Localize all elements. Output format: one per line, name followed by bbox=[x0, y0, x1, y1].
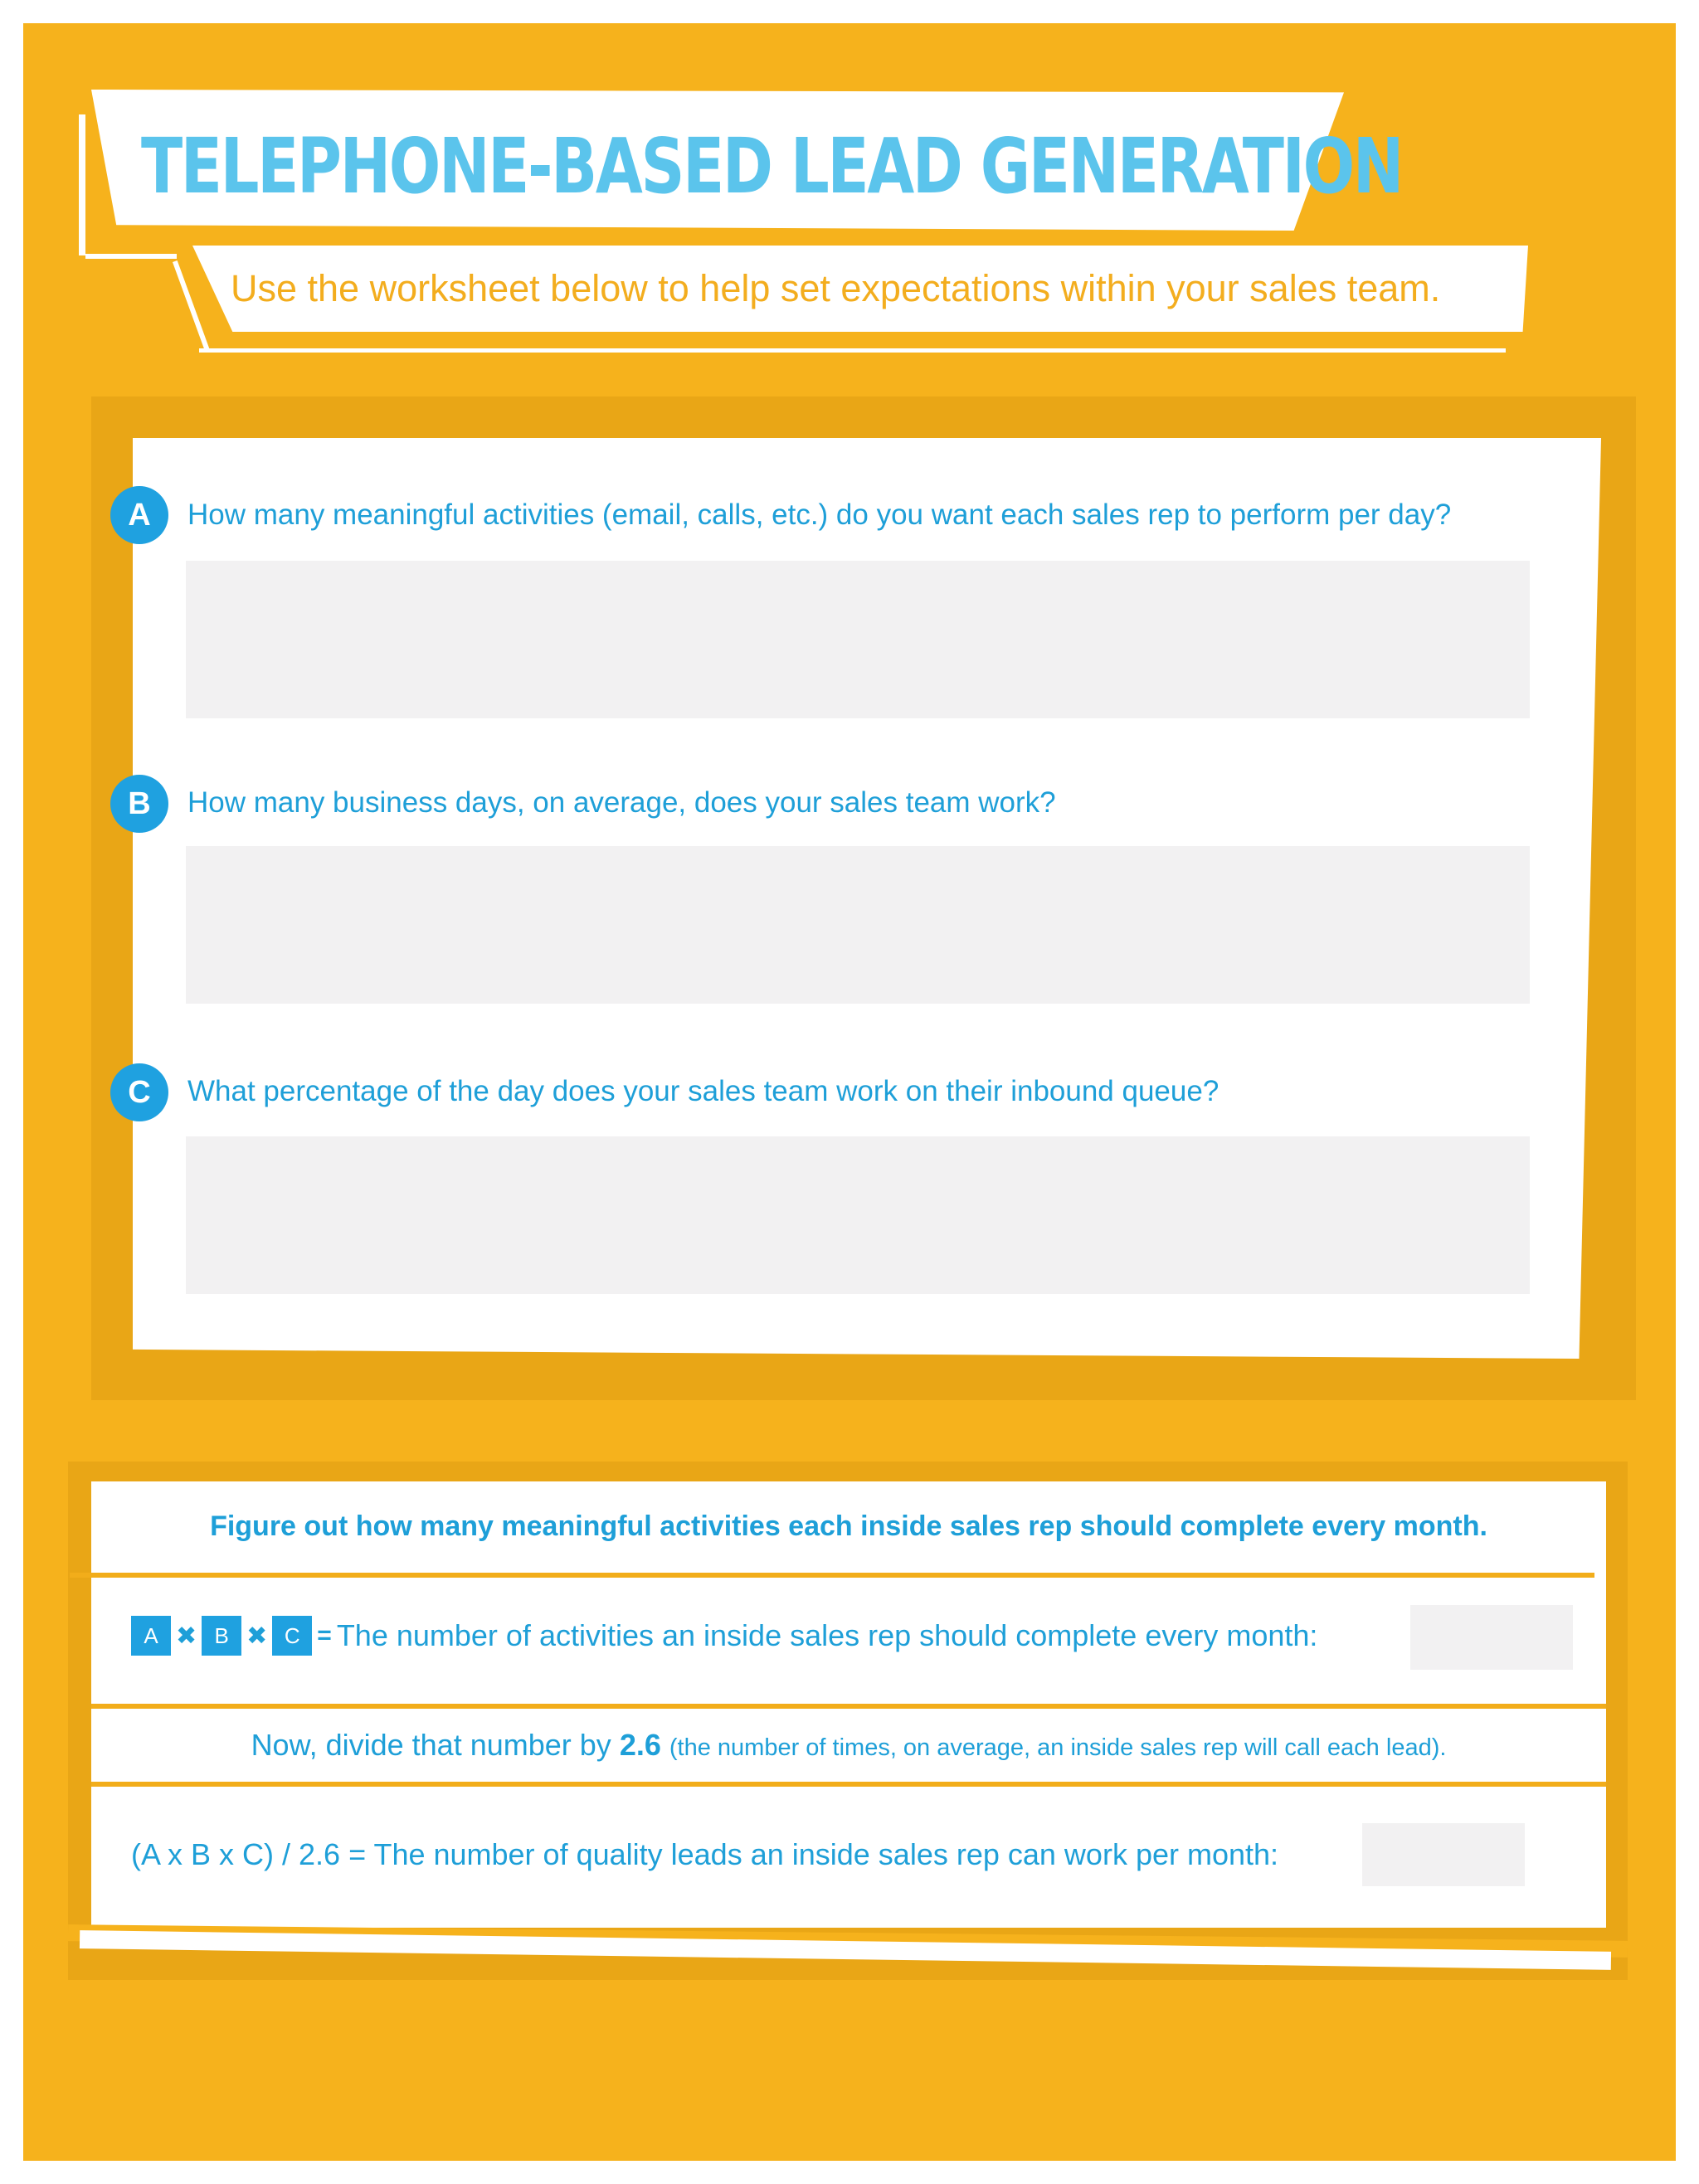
question-c-answer-field[interactable] bbox=[186, 1136, 1530, 1294]
divider bbox=[91, 1782, 1606, 1787]
divider bbox=[91, 1704, 1606, 1709]
divider bbox=[70, 1573, 1594, 1578]
question-c-text: What percentage of the day does your sales team work on their inbound queue? bbox=[187, 1075, 1219, 1107]
formula-letter-c: C bbox=[272, 1616, 312, 1656]
formula-letter-b: B bbox=[202, 1616, 241, 1656]
question-a-badge: A bbox=[110, 486, 168, 544]
monthly-activities-answer-field[interactable] bbox=[1410, 1605, 1573, 1670]
multiply-icon: ✖ bbox=[246, 1622, 268, 1650]
leads-formula-text: (A x B x C) / 2.6 = The number of quality leads an inside sales rep can work per month: bbox=[131, 1837, 1279, 1871]
question-c-badge: C bbox=[110, 1063, 168, 1121]
subtitle-underline bbox=[199, 348, 1506, 353]
formula-text: The number of activities an inside sales rep should complete every month: bbox=[336, 1618, 1318, 1652]
multiply-icon: ✖ bbox=[176, 1622, 197, 1650]
monthly-leads-answer-field[interactable] bbox=[1362, 1823, 1525, 1886]
question-a-answer-field[interactable] bbox=[186, 561, 1530, 718]
calculation-heading: Figure out how many meaningful activities each inside sales rep should complete every month. bbox=[210, 1510, 1487, 1542]
divide-note: (the number of times, on average, an inside sales rep will call each lead). bbox=[669, 1734, 1447, 1761]
equals-icon: = bbox=[317, 1622, 332, 1649]
page-subtitle: Use the worksheet below to help set expectations within your sales team. bbox=[231, 267, 1441, 309]
question-b-badge: B bbox=[110, 775, 168, 833]
divide-prefix: Now, divide that number by bbox=[251, 1728, 611, 1762]
banner-accent-line bbox=[85, 254, 177, 259]
formula-row bbox=[131, 1611, 1317, 1661]
divide-instruction bbox=[91, 1720, 1606, 1773]
divide-value: 2.6 bbox=[619, 1728, 661, 1762]
page-title: TELEPHONE-BASED LEAD GENERATION bbox=[141, 122, 1402, 211]
banner-accent-line bbox=[79, 114, 85, 255]
question-b-text: How many business days, on average, does your sales team work? bbox=[187, 786, 1056, 819]
question-b-answer-field[interactable] bbox=[186, 846, 1530, 1004]
question-a-text: How many meaningful activities (email, calls, etc.) do you want each sales rep to perform per day? bbox=[187, 499, 1452, 531]
formula-letter-a: A bbox=[131, 1616, 171, 1656]
